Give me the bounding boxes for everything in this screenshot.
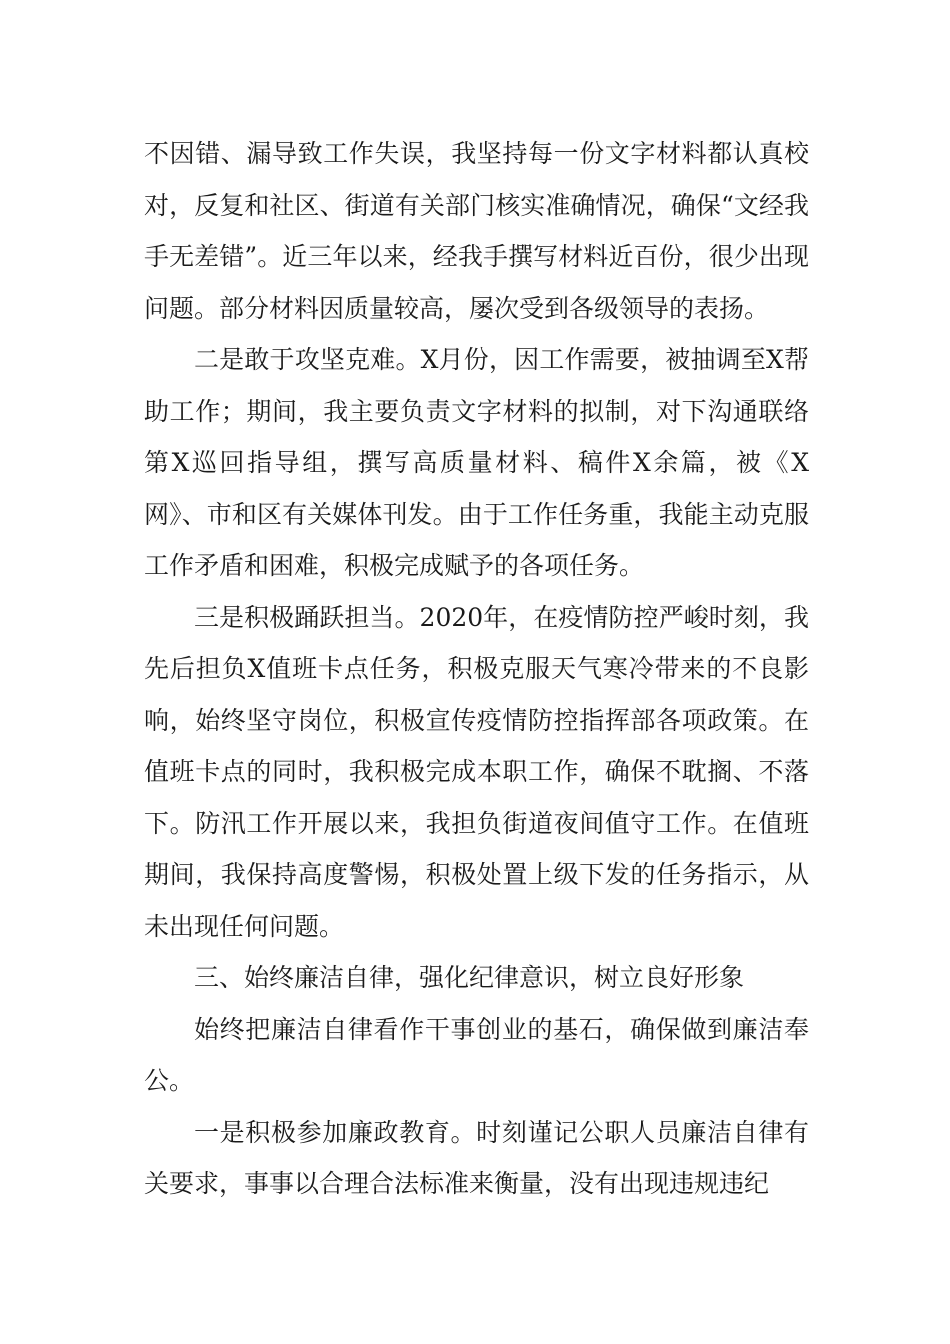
- paragraph-work-accuracy: 不因错、漏导致工作失误，我坚持每一份文字材料都认真校对，反复和社区、街道有关部门核实准确情况，确保“文经我手无差错”。近三年以来，经我手撰写材料近百份，很少出现问题。部分材料因质量较高，屡次受到各级领导的表扬。: [144, 139, 809, 323]
- paragraph-tackle-difficulties: 二是敢于攻坚克难。X月份，因工作需要，被抽调至X帮助工作；期间，我主要负责文字材料的拟制，对下沟通联络第X巡回指导组，撰写高质量材料、稿件X余篇，被《X网》、市和区有关媒体刊发。由于工作任务重，我能主动克服工作矛盾和困难，积极完成赋予的各项任务。: [144, 345, 809, 580]
- section-heading-integrity: 三、始终廉洁自律，强化纪律意识，树立良好形象: [194, 963, 745, 992]
- paragraph-integrity-education: 一是积极参加廉政教育。时刻谨记公职人员廉洁自律有关要求，事事以合理合法标准来衡量，没有出现违规违纪: [144, 1117, 809, 1198]
- paragraph-take-responsibility: 三是积极踊跃担当。2020年，在疫情防控严峻时刻，我先后担负X值班卡点任务，积极克服天气寒冷带来的不良影响，始终坚守岗位，积极宣传疫情防控指挥部各项政策。在值班卡点的同时，我积极完成本职工作，确保不耽搁、不落下。防汛工作开展以来，我担负街道夜间值守工作。在值班期间，我保持高度警惕，积极处置上级下发的任务指示，从未出现任何问题。: [144, 602, 809, 941]
- document-body: [144, 128, 809, 1210]
- paragraph-integrity-intro: 始终把廉洁自律看作干事创业的基石，确保做到廉洁奉公。: [144, 1014, 809, 1095]
